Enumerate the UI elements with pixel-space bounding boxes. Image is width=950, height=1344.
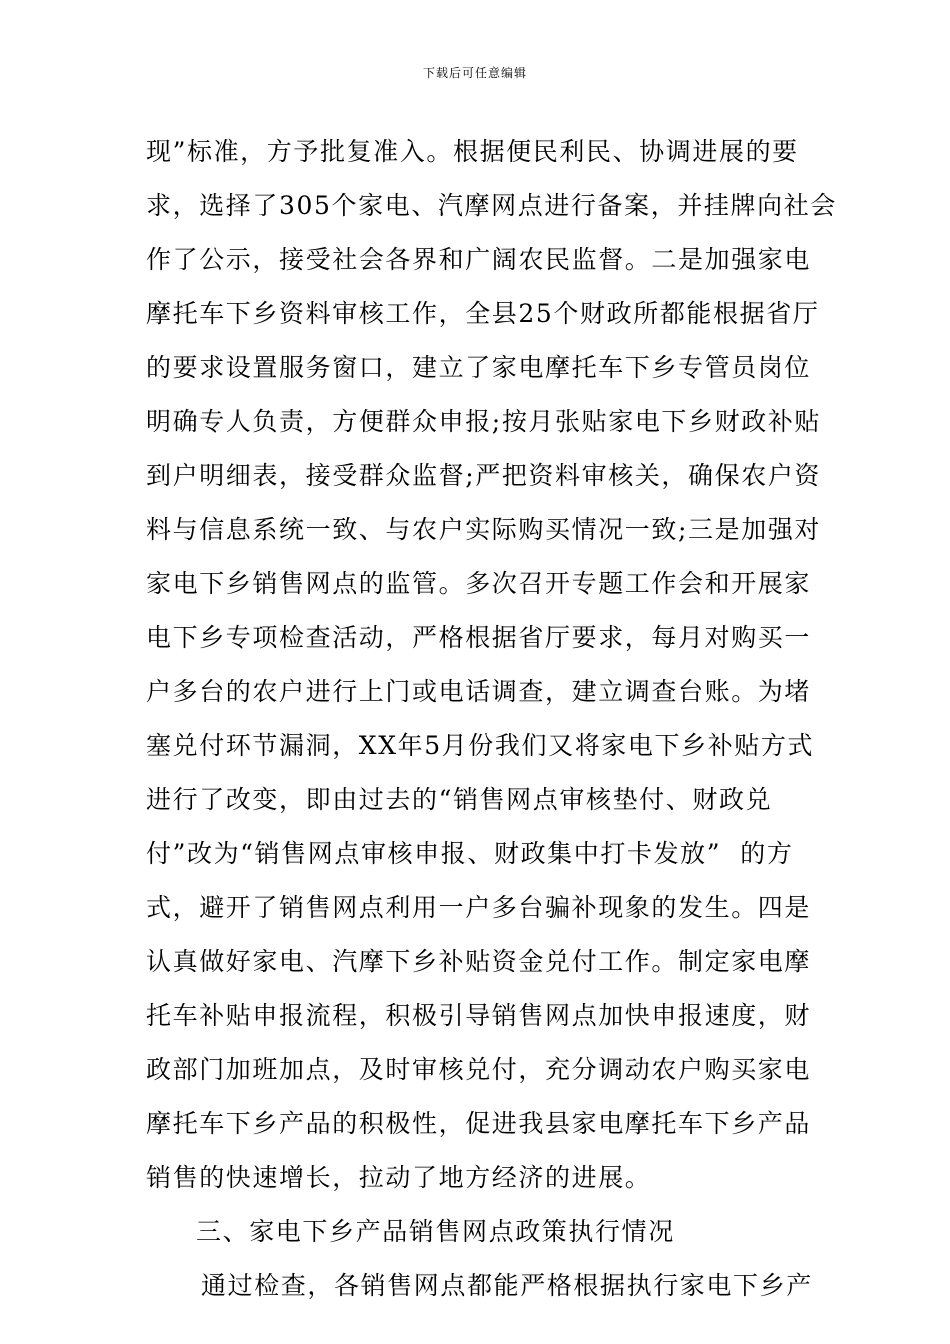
text-line: 摩托车下乡资料审核工作，全县25个财政所都能根据省厅 bbox=[146, 299, 820, 328]
text-line: 家电下乡销售网点的监管。多次召开专题工作会和开展家 bbox=[146, 569, 812, 598]
section-heading: 三、家电下乡产品销售网点政策执行情况 bbox=[196, 1217, 675, 1246]
text-line: 认真做好家电、汽摩下乡补贴资金兑付工作。制定家电摩 bbox=[146, 947, 812, 976]
text-line: 塞兑付环节漏洞，XX年5月份我们又将家电下乡补贴方式 bbox=[146, 731, 815, 760]
text-line: 销售的快速增长，拉动了地方经济的进展。 bbox=[146, 1163, 652, 1192]
text-line: 进行了改变，即由过去的“销售网点审核垫付、财政兑 bbox=[146, 785, 773, 814]
text-line: 政部门加班加点，及时审核兑付，充分调动农户购买家电 bbox=[146, 1055, 812, 1084]
text-line: 托车补贴申报流程，积极引导销售网点加快申报速度，财 bbox=[146, 1001, 812, 1030]
text-line: 现”标准，方予批复准入。根据便民利民、协调进展的要 bbox=[146, 137, 799, 166]
paragraph-start-line: 通过检查，各销售网点都能严格根据执行家电下乡产 bbox=[201, 1271, 813, 1300]
text-line: 户多台的农户进行上门或电话调查，建立调查台账。为堵 bbox=[146, 677, 812, 706]
text-line: 作了公示，接受社会各界和广阔农民监督。二是加强家电 bbox=[146, 245, 812, 274]
text-line: 料与信息系统一致、与农户实际购买情况一致;三是加强对 bbox=[146, 515, 822, 544]
text-line: 的要求设置服务窗口，建立了家电摩托车下乡专管员岗位 bbox=[146, 353, 812, 382]
text-line: 式，避开了销售网点利用一户多台骗补现象的发生。四是 bbox=[146, 893, 812, 922]
page-header: 下载后可任意编辑 bbox=[422, 66, 527, 80]
text-line: 明确专人负责，方便群众申报;按月张贴家电下乡财政补贴 bbox=[146, 407, 822, 436]
text-line: 到户明细表，接受群众监督;严把资料审核关，确保农户资 bbox=[146, 461, 822, 490]
text-line: 付”改为“销售网点审核申报、财政集中打卡发放” 的方 bbox=[146, 839, 794, 868]
body-text bbox=[146, 125, 837, 1313]
text-line: 电下乡专项检查活动，严格根据省厅要求，每月对购买一 bbox=[146, 623, 812, 652]
text-line: 求，选择了305个家电、汽摩网点进行备案，并挂牌向社会 bbox=[146, 191, 837, 220]
text-line: 摩托车下乡产品的积极性，促进我县家电摩托车下乡产品 bbox=[146, 1109, 812, 1138]
